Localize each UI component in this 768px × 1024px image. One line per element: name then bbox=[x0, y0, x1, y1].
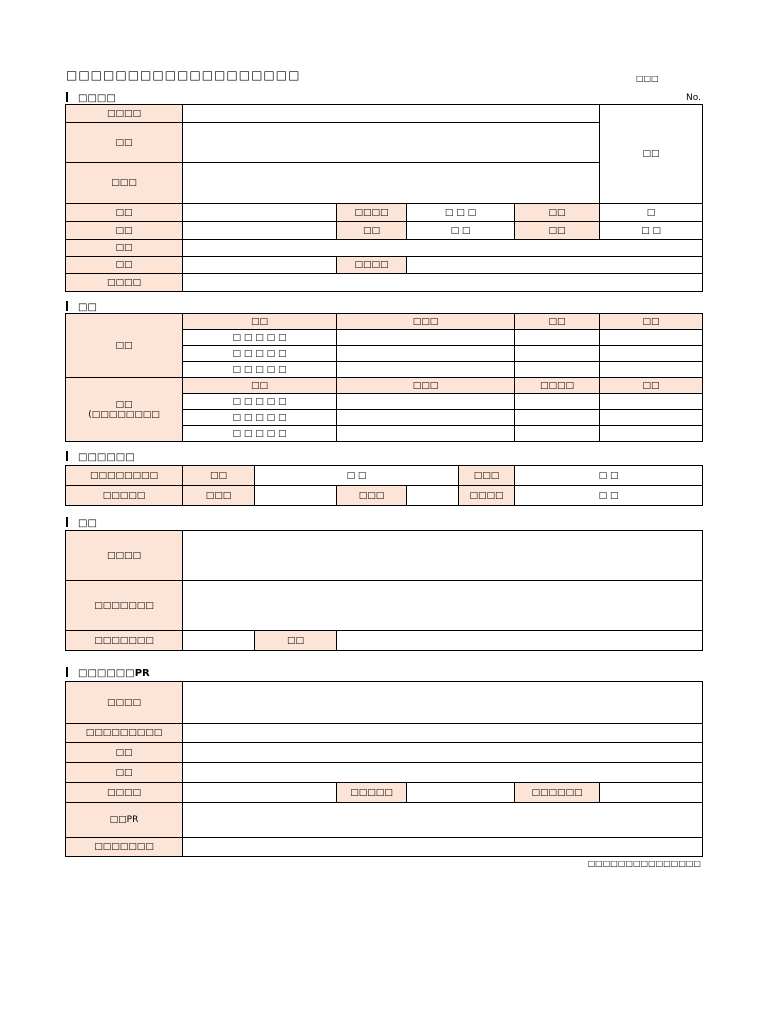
label-r4a: □□ bbox=[66, 257, 183, 274]
address-label: □□□ bbox=[66, 163, 183, 204]
col-header: □□ bbox=[183, 378, 337, 394]
table-cell[interactable] bbox=[515, 346, 600, 362]
photo-box: □□ bbox=[600, 105, 703, 204]
date-cell[interactable]: □ □ □ □ □ bbox=[183, 410, 337, 426]
field-r2b[interactable]: □ □ bbox=[407, 222, 515, 240]
field-r1a[interactable] bbox=[183, 204, 337, 222]
table-cell[interactable] bbox=[337, 362, 515, 378]
section-heading-text: □□ bbox=[78, 518, 97, 529]
skills-label-2: □□□□□□□□□ bbox=[66, 724, 183, 743]
family-field-4[interactable] bbox=[407, 486, 459, 506]
section-bar bbox=[66, 667, 68, 677]
section-heading-text: □□□□□□PR bbox=[78, 668, 150, 679]
family-label-2: □□□□□ bbox=[66, 486, 183, 506]
field-r5[interactable] bbox=[183, 274, 703, 292]
skills-label-3: □□ bbox=[66, 743, 183, 763]
work-label-3: □□□□□□□ bbox=[66, 631, 183, 651]
skills-field-5b[interactable] bbox=[407, 783, 515, 803]
col-header: □□ bbox=[515, 314, 600, 330]
skills-field-7[interactable] bbox=[183, 838, 703, 857]
table-cell[interactable] bbox=[515, 426, 600, 442]
family-field-3[interactable] bbox=[255, 486, 337, 506]
skills-field-1[interactable] bbox=[183, 682, 703, 724]
col-header: □□ bbox=[183, 314, 337, 330]
field-r3[interactable] bbox=[183, 240, 703, 257]
date-cell[interactable]: □ □ □ □ □ bbox=[183, 346, 337, 362]
meta-label: □□□ bbox=[636, 74, 659, 83]
section-heading-text: □□□□□□ bbox=[78, 452, 135, 463]
table-cell[interactable] bbox=[600, 426, 703, 442]
col-header: □□□ bbox=[337, 314, 515, 330]
field-r4b[interactable] bbox=[407, 257, 703, 274]
family-field-1[interactable]: □ □ bbox=[255, 466, 459, 486]
label-r3: □□ bbox=[66, 240, 183, 257]
table-cell[interactable] bbox=[600, 346, 703, 362]
date-cell[interactable]: □ □ □ □ □ bbox=[183, 362, 337, 378]
table-cell[interactable] bbox=[600, 410, 703, 426]
label-r1c: □□ bbox=[515, 204, 600, 222]
section-heading-family bbox=[66, 451, 135, 463]
section-heading-skills bbox=[66, 667, 150, 679]
family-sublabel-1: □□ bbox=[183, 466, 255, 486]
section-bar bbox=[66, 517, 68, 527]
family-field-5[interactable]: □ □ bbox=[515, 486, 703, 506]
furigana-label: □□□□ bbox=[66, 105, 183, 123]
skills-field-3[interactable] bbox=[183, 743, 703, 763]
label-r1b: □□□□ bbox=[337, 204, 407, 222]
label-r5: □□□□ bbox=[66, 274, 183, 292]
section-bar bbox=[66, 301, 68, 311]
work-table bbox=[65, 530, 703, 651]
label-line-2: (□□□□□□□□ bbox=[88, 409, 160, 420]
name-label: □□ bbox=[66, 123, 183, 163]
col-header: □□□□ bbox=[515, 378, 600, 394]
field-r2c[interactable]: □ □ bbox=[600, 222, 703, 240]
family-sublabel-4: □□□ bbox=[337, 486, 407, 506]
work-sublabel: □□ bbox=[255, 631, 337, 651]
skills-field-5c[interactable] bbox=[600, 783, 703, 803]
col-header: □□ bbox=[600, 378, 703, 394]
section-heading-work bbox=[66, 517, 97, 529]
section-heading-education bbox=[66, 301, 97, 313]
col-header: □□ bbox=[600, 314, 703, 330]
section-heading-text: □□□□ bbox=[78, 93, 116, 104]
skills-field-2[interactable] bbox=[183, 724, 703, 743]
table-cell[interactable] bbox=[337, 410, 515, 426]
date-cell[interactable]: □ □ □ □ □ bbox=[183, 394, 337, 410]
work-label-2: □□□□□□□ bbox=[66, 581, 183, 631]
field-r2a[interactable] bbox=[183, 222, 337, 240]
date-cell[interactable]: □ □ □ □ □ bbox=[183, 330, 337, 346]
furigana-field[interactable] bbox=[183, 105, 600, 123]
family-sublabel-5: □□□□ bbox=[459, 486, 515, 506]
table-cell[interactable] bbox=[515, 410, 600, 426]
field-r1b[interactable]: □ □ □ bbox=[407, 204, 515, 222]
address-field[interactable] bbox=[183, 163, 600, 204]
skills-field-4[interactable] bbox=[183, 763, 703, 783]
label-r4b: □□□□ bbox=[337, 257, 407, 274]
skills-label-7: □□□□□□□ bbox=[66, 838, 183, 857]
work-field-1[interactable] bbox=[183, 531, 703, 581]
work-field-3[interactable] bbox=[183, 631, 255, 651]
education-table bbox=[65, 313, 703, 442]
table-cell[interactable] bbox=[600, 330, 703, 346]
skills-label-1: □□□□ bbox=[66, 682, 183, 724]
table-cell[interactable] bbox=[337, 330, 515, 346]
label-r2b: □□ bbox=[337, 222, 407, 240]
family-sublabel-2: □□□ bbox=[459, 466, 515, 486]
skills-label-5c: □□□□□□ bbox=[515, 783, 600, 803]
table-cell[interactable] bbox=[515, 362, 600, 378]
self-pr-field[interactable] bbox=[183, 803, 703, 838]
table-cell[interactable] bbox=[337, 426, 515, 442]
self-pr-label: □□PR bbox=[66, 803, 183, 838]
family-field-2[interactable]: □ □ bbox=[515, 466, 703, 486]
label-r2c: □□ bbox=[515, 222, 600, 240]
field-r4a[interactable] bbox=[183, 257, 337, 274]
table-cell[interactable] bbox=[515, 330, 600, 346]
table-cell[interactable] bbox=[337, 394, 515, 410]
skills-table bbox=[65, 681, 703, 857]
skills-label-5b: □□□□□ bbox=[337, 783, 407, 803]
work-history-label bbox=[66, 378, 183, 442]
work-field-4[interactable] bbox=[337, 631, 703, 651]
name-field[interactable] bbox=[183, 123, 600, 163]
work-field-2[interactable] bbox=[183, 581, 703, 631]
skills-field-5a[interactable] bbox=[183, 783, 337, 803]
label-r2a: □□ bbox=[66, 222, 183, 240]
label-r1a: □□ bbox=[66, 204, 183, 222]
family-label-1: □□□□□□□□ bbox=[66, 466, 183, 486]
skills-label-5a: □□□□ bbox=[66, 783, 183, 803]
work-label-1: □□□□ bbox=[66, 531, 183, 581]
school-label: □□ bbox=[66, 314, 183, 378]
section-bar bbox=[66, 92, 68, 102]
number-label: No. bbox=[686, 93, 701, 103]
section-heading-text: □□ bbox=[78, 302, 97, 313]
family-table bbox=[65, 465, 703, 506]
table-cell[interactable] bbox=[515, 394, 600, 410]
basic-info-table bbox=[65, 104, 703, 292]
label-line-1: □□ bbox=[115, 399, 133, 410]
col-header: □□□ bbox=[337, 378, 515, 394]
table-cell[interactable] bbox=[600, 394, 703, 410]
field-r1c[interactable]: □ bbox=[600, 204, 703, 222]
family-sublabel-3: □□□ bbox=[183, 486, 255, 506]
skills-label-4: □□ bbox=[66, 763, 183, 783]
table-cell[interactable] bbox=[600, 362, 703, 378]
date-cell[interactable]: □ □ □ □ □ bbox=[183, 426, 337, 442]
footer-note: □□□□□□□□□□□□□□□ bbox=[587, 859, 701, 868]
page-title: □□□□□□□□□□□□□□□□□□□ bbox=[66, 68, 301, 82]
section-bar bbox=[66, 451, 68, 461]
section-heading-basic bbox=[66, 92, 116, 104]
table-cell[interactable] bbox=[337, 346, 515, 362]
